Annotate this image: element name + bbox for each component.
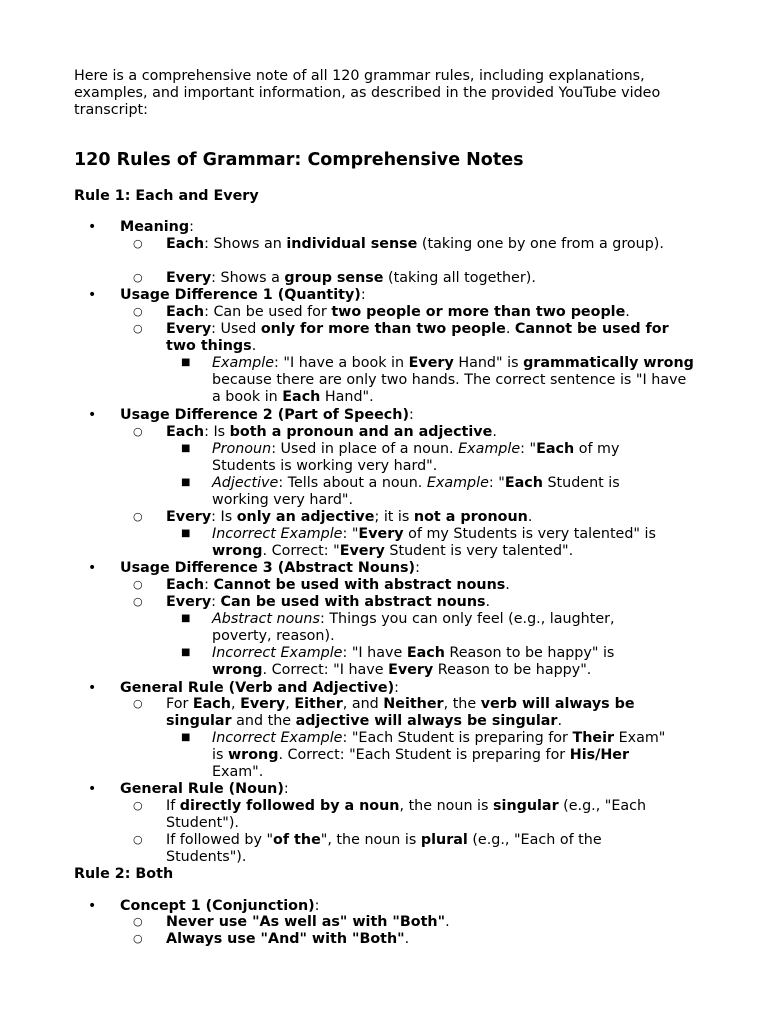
square-bullet: ■ — [181, 732, 191, 743]
bullet: • — [88, 680, 97, 696]
square-bullet: ■ — [181, 477, 191, 488]
sub-bullet: ○ — [133, 578, 143, 591]
general-noun-item: General Rule (Noun): — [120, 781, 289, 797]
every-quantity: Every: Used only for more than two people. Cannot be used for two things. — [166, 321, 669, 354]
rule-1-heading: Rule 1: Each and Every — [74, 188, 259, 204]
noun-singular: If directly followed by a noun, the noun is singular (e.g., "Each Student"). — [166, 798, 647, 831]
always-and: Always use "And" with "Both". — [166, 931, 410, 947]
bullet: • — [88, 219, 97, 235]
every-incorrect-example: Incorrect Example: "Every of my Students is very talented" is wrong. Correct: "Every Student is very talented". — [212, 526, 656, 559]
document-page — [74, 68, 714, 947]
bullet: • — [88, 407, 97, 423]
bullet: • — [88, 781, 97, 797]
pronoun-example: Pronoun: Used in place of a noun. Example: "Each of my Students is working very hard". — [212, 441, 620, 474]
noun-plural: If followed by "of the", the noun is plural (e.g., "Each of the Students"). — [166, 832, 602, 865]
never-as-well-as: Never use "As well as" with "Both". — [166, 914, 450, 930]
reason-example: Incorrect Example: "I have Each Reason to be happy" is wrong. Correct: "I have Every Reason to be happy". — [212, 645, 615, 678]
square-bullet: ■ — [181, 357, 191, 368]
sub-bullet: ○ — [133, 595, 143, 608]
page-title: 120 Rules of Grammar: Comprehensive Notes — [74, 150, 524, 170]
square-bullet: ■ — [181, 613, 191, 624]
abstract-nouns-def: Abstract nouns: Things you can only feel (e.g., laughter, poverty, reason). — [212, 611, 615, 644]
every-abstract: Every: Can be used with abstract nouns. — [166, 594, 491, 610]
sub-bullet: ○ — [133, 305, 143, 318]
bullet: • — [88, 898, 97, 914]
each-pos: Each: Is both a pronoun and an adjective. — [166, 424, 497, 440]
rule-2-heading: Rule 2: Both — [74, 866, 174, 882]
meaning-item: Meaning: — [120, 219, 194, 235]
sub-bullet: ○ — [133, 271, 143, 284]
concept-1-item: Concept 1 (Conjunction): — [120, 898, 320, 914]
sub-bullet: ○ — [133, 915, 143, 928]
example-hand: Example: "I have a book in Every Hand" is grammatically wrong because there are only two hands. The correct sentence is "I have a book in Each Hand". — [212, 355, 694, 405]
sub-bullet: ○ — [133, 322, 143, 335]
sub-bullet: ○ — [133, 510, 143, 523]
sub-bullet: ○ — [133, 799, 143, 812]
general-verb-item: General Rule (Verb and Adjective): — [120, 680, 399, 696]
square-bullet: ■ — [181, 528, 191, 539]
sub-bullet: ○ — [133, 697, 143, 710]
bullet: • — [88, 287, 97, 303]
square-bullet: ■ — [181, 647, 191, 658]
usage-3-item: Usage Difference 3 (Abstract Nouns): — [120, 560, 420, 576]
verb-rule: For Each, Every, Either, and Neither, the verb will always be singular and the adjective will always be singular. — [166, 696, 635, 729]
sub-bullet: ○ — [133, 237, 143, 250]
exam-example: Incorrect Example: "Each Student is preparing for Their Exam" is wrong. Correct: "Each Student is preparing for His/Her Exam". — [212, 730, 666, 780]
each-meaning: Each: Shows an individual sense (taking one by one from a group). — [166, 236, 664, 252]
every-pos: Every: Is only an adjective; it is not a pronoun. — [166, 509, 533, 525]
sub-bullet: ○ — [133, 425, 143, 438]
each-quantity: Each: Can be used for two people or more than two people. — [166, 304, 630, 320]
every-meaning: Every: Shows a group sense (taking all together). — [166, 270, 536, 286]
adjective-example: Adjective: Tells about a noun. Example: "Each Student is working very hard". — [212, 475, 620, 508]
usage-2-item: Usage Difference 2 (Part of Speech): — [120, 407, 414, 423]
each-abstract: Each: Cannot be used with abstract nouns. — [166, 577, 510, 593]
usage-1-item: Usage Difference 1 (Quantity): — [120, 287, 366, 303]
intro-paragraph: Here is a comprehensive note of all 120 grammar rules, including explanations, examples, and important information, as described in the provided YouTube video transcript: — [74, 68, 661, 118]
sub-bullet: ○ — [133, 932, 143, 945]
bullet: • — [88, 560, 97, 576]
square-bullet: ■ — [181, 443, 191, 454]
sub-bullet: ○ — [133, 833, 143, 846]
